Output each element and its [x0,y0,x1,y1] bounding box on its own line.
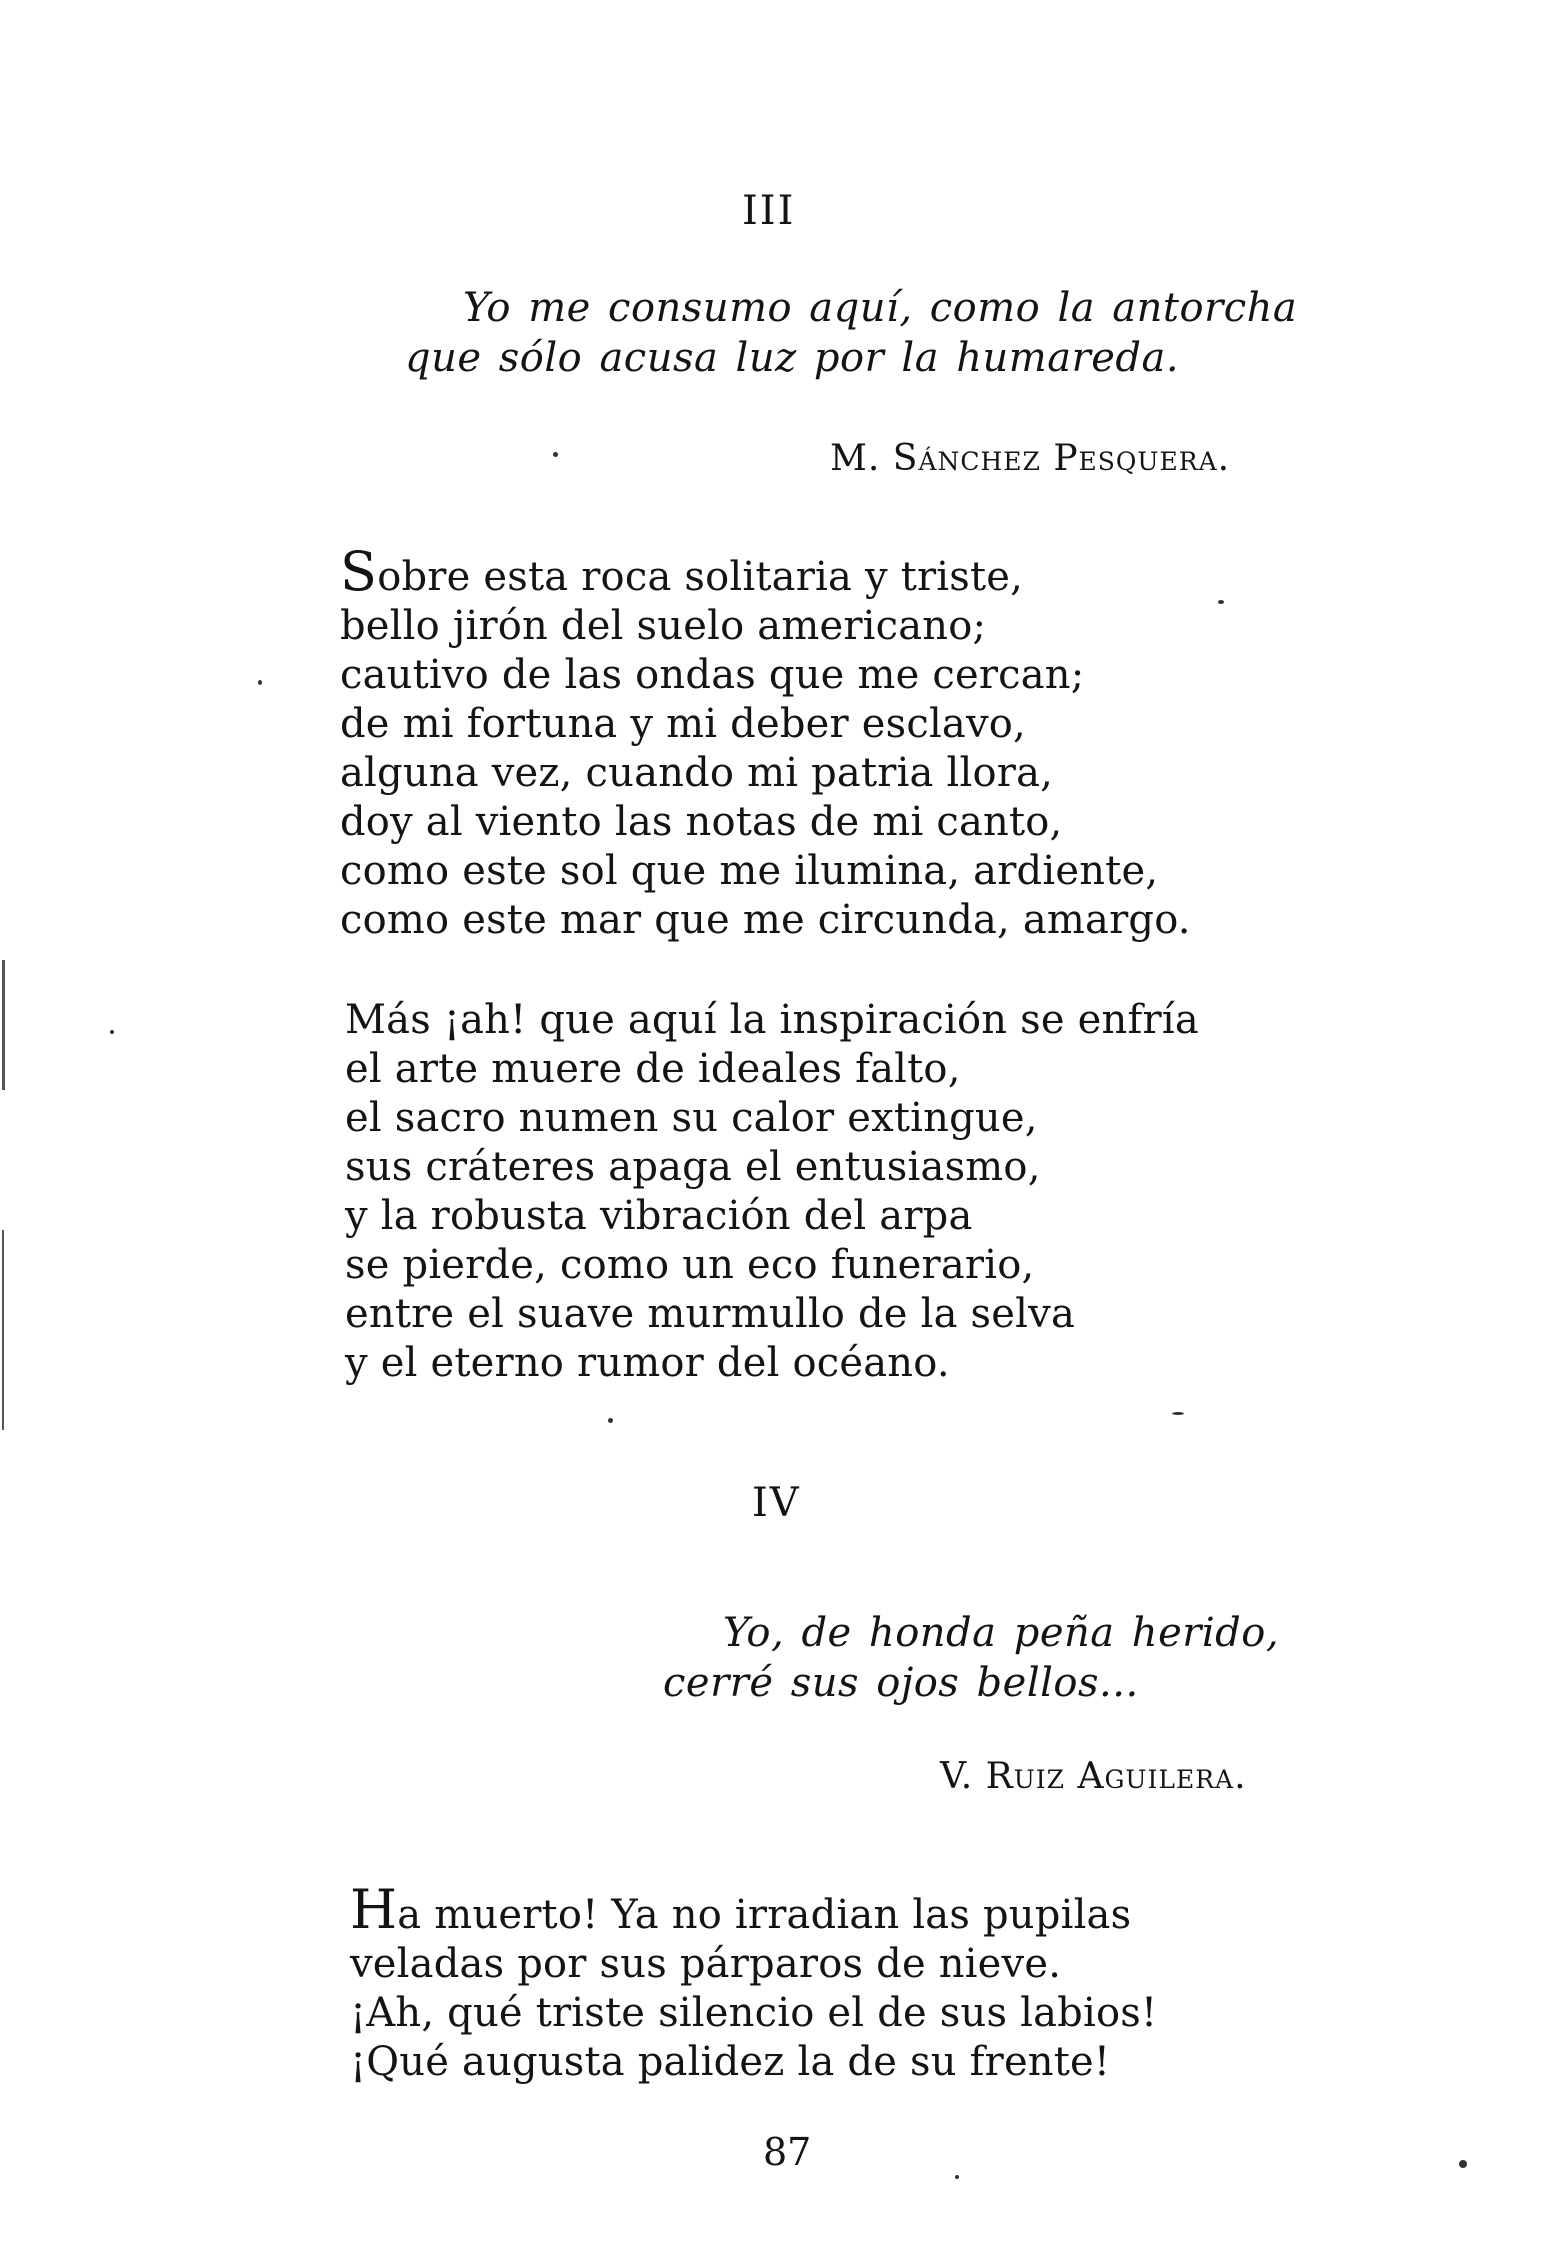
scan-speck [955,2175,959,2179]
stanza-iii-2 [345,996,1199,1388]
scan-speck [1218,600,1224,604]
verse-line: y el eterno rumor del océano. [345,1340,950,1386]
verse-line: como este mar que me circunda, amargo. [340,897,1191,943]
epigraph-line: Yo, de honda peña herido, [723,1610,1280,1656]
scan-speck [258,680,262,685]
stanza-iii-1 [340,540,1191,945]
section-number-iii: III [742,188,796,234]
epigraph-iii [405,283,1297,383]
verse-line: entre el suave murmullo de la selva [345,1291,1075,1337]
verse-line: como este sol que me ilumina, ardiente, [340,848,1159,894]
verse-line: se pierde, como un eco funerario, [345,1242,1035,1288]
verse-line [350,1878,1157,1941]
verse-line: el sacro numen su calor extingue, [345,1095,1038,1141]
verse-line-rest: a muerto! Ya no irradian las pupilas [397,1892,1132,1938]
verse-line-rest: obre esta roca solitaria y triste, [377,554,1024,600]
epigraph-line: cerré sus ojos bellos... [663,1660,1139,1706]
epigraph-iv [663,1608,1279,1708]
verse-line: cautivo de las ondas que me cercan; [340,652,1085,698]
attribution-iii: M. Sánchez Pesquera. [830,438,1231,479]
verse-line: bello jirón del suelo americano; [340,603,987,649]
stanza-iv-1 [350,1878,1158,2087]
scan-speck [110,1030,114,1034]
drop-cap-letter: S [340,540,378,603]
verse-line: ¡Qué augusta palidez la de su frente! [350,2039,1111,2085]
drop-cap-letter: H [350,1878,398,1941]
verse-line: sus cráteres apaga el entusiasmo, [345,1144,1041,1190]
verse-line: Más ¡ah! que aquí la inspiración se enfría [345,997,1199,1043]
scan-speck [553,452,558,457]
epigraph-line: que sólo acusa luz por la humareda. [405,335,1180,381]
scan-speck [608,1418,613,1423]
verse-line: y la robusta vibración del arpa [345,1193,973,1239]
verse-line: alguna vez, cuando mi patria llora, [340,750,1054,796]
scan-speck [1459,2160,1467,2168]
scan-speck [1172,1412,1184,1415]
scan-edge-mark [2,960,5,1090]
verse-line: veladas por sus párparos de nieve. [350,1941,1062,1987]
epigraph-line: Yo me consumo aquí, como la antorcha [463,285,1298,331]
verse-line: ¡Ah, qué triste silencio el de sus labios! [350,1990,1158,2036]
section-number-iv: IV [752,1480,801,1526]
verse-line: doy al viento las notas de mi canto, [340,799,1063,845]
verse-line: el arte muere de ideales falto, [345,1046,961,1092]
verse-line [340,540,1191,603]
scan-edge-mark [2,1230,4,1430]
page-number: 87 [763,2130,812,2174]
attribution-iv: V. Ruiz Aguilera. [940,1756,1247,1797]
verse-line: de mi fortuna y mi deber esclavo, [340,701,1026,747]
